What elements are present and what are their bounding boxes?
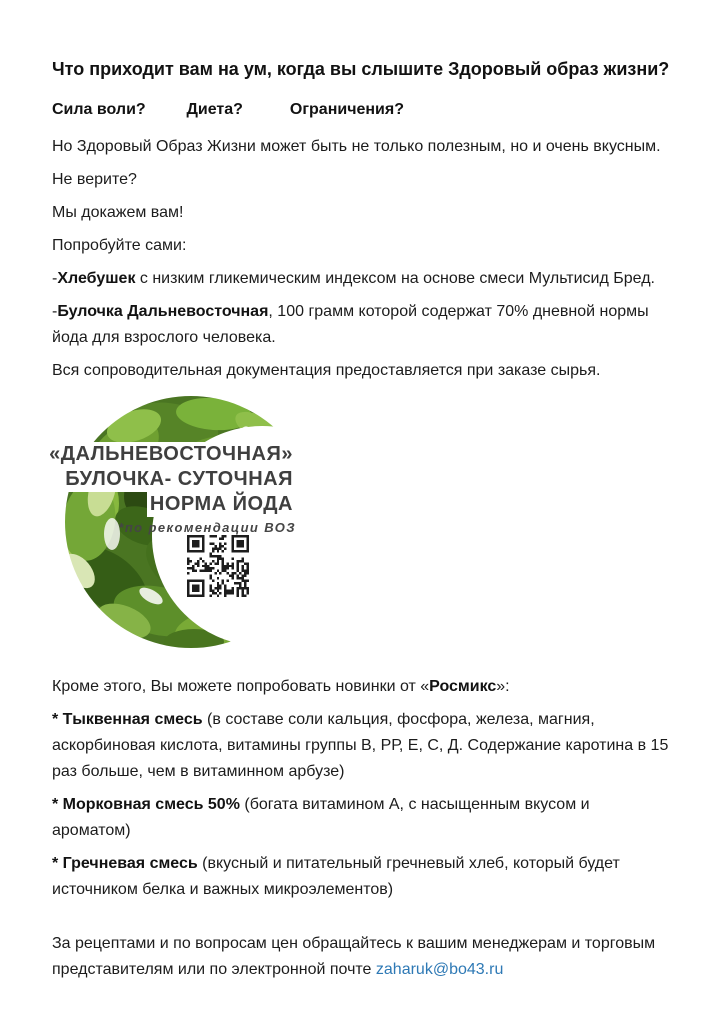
- question-restrictions: Ограничения?: [289, 101, 404, 118]
- question-diet: Диета?: [186, 101, 243, 118]
- contact-paragraph: [52, 931, 672, 983]
- contact-text: За рецептами и по вопросам цен обращайтесь к вашим менеджерам и торговым представителям или по электронной почте: [52, 935, 656, 978]
- novelty-item-carrot: [52, 792, 672, 844]
- question-willpower: Сила воли?: [52, 101, 146, 118]
- brand-name: Росмикс: [429, 678, 497, 695]
- novelty-item-pumpkin: [52, 707, 672, 785]
- logo-line-iodine: НОРМА ЙОДА: [147, 492, 296, 517]
- brand-logo: [49, 396, 332, 648]
- page-title: Что приходит вам на ум, когда вы слышите Здоровый образ жизни?: [52, 59, 670, 79]
- novelty-item-buckwheat: [52, 851, 672, 903]
- novelty-buckwheat-desc: (вкусный и питательный гречневый хлеб, который будет источником белка и важных микроэлементов): [52, 855, 620, 898]
- novelties-intro-prefix: Кроме этого, Вы можете попробовать новинки от «: [52, 678, 430, 695]
- paragraph-documentation: Вся сопроводительная документация предоставляется при заказе сырья.: [52, 362, 601, 379]
- bread-dash: -: [52, 270, 58, 287]
- bread-desc: с низким гликемическим индексом на основе смеси Мультисид Бред.: [135, 270, 655, 287]
- questions-line: [52, 97, 672, 123]
- logo-who-note: *по рекомендации ВОЗ: [118, 520, 296, 535]
- paragraph-healthy-tasty: Но Здоровый Образ Жизни может быть не только полезным, но и очень вкусным.: [52, 138, 661, 155]
- novelties-intro-suffix: »:: [496, 678, 510, 695]
- logo-text-block: [46, 442, 296, 536]
- product-item-bread: [52, 266, 672, 292]
- novelty-pumpkin-name: * Тыквенная смесь: [52, 711, 203, 728]
- novelty-buckwheat-name: * Гречневая смесь: [52, 855, 198, 872]
- paragraph-we-prove: Мы докажем вам!: [52, 204, 184, 221]
- paragraph-dont-believe: Не верите?: [52, 171, 137, 188]
- paragraph-novelties-intro: [52, 674, 672, 700]
- novelty-carrot-desc: (богата витамином А, с насыщенным вкусом и ароматом): [52, 796, 590, 839]
- logo-line-bun: БУЛОЧКА- СУТОЧНАЯ: [62, 467, 296, 492]
- bun-desc: , 100 грамм которой содержат 70% дневной нормы йода для взрослого человека.: [52, 303, 649, 346]
- novelty-pumpkin-desc: (в составе соли кальция, фосфора, железа, магния, аскорбиновая кислота, витамины группы В, РР, Е, С, Д. Содержание каротина в 15 раз больше, чем в витаминном арбузе): [52, 711, 669, 780]
- logo-line-brand: «ДАЛЬНЕВОСТОЧНАЯ»: [46, 442, 296, 467]
- bun-name: Булочка Дальневосточная: [57, 303, 269, 320]
- bun-dash: -: [52, 303, 58, 320]
- email-link[interactable]: zaharuk@bo43.ru: [375, 961, 504, 978]
- bread-name: Хлебушек: [57, 270, 136, 287]
- product-item-bun: [52, 299, 672, 351]
- qr-code-icon: [187, 535, 249, 597]
- novelty-carrot-name: * Морковная смесь 50%: [52, 796, 240, 813]
- paragraph-try-yourself: Попробуйте сами:: [52, 237, 187, 254]
